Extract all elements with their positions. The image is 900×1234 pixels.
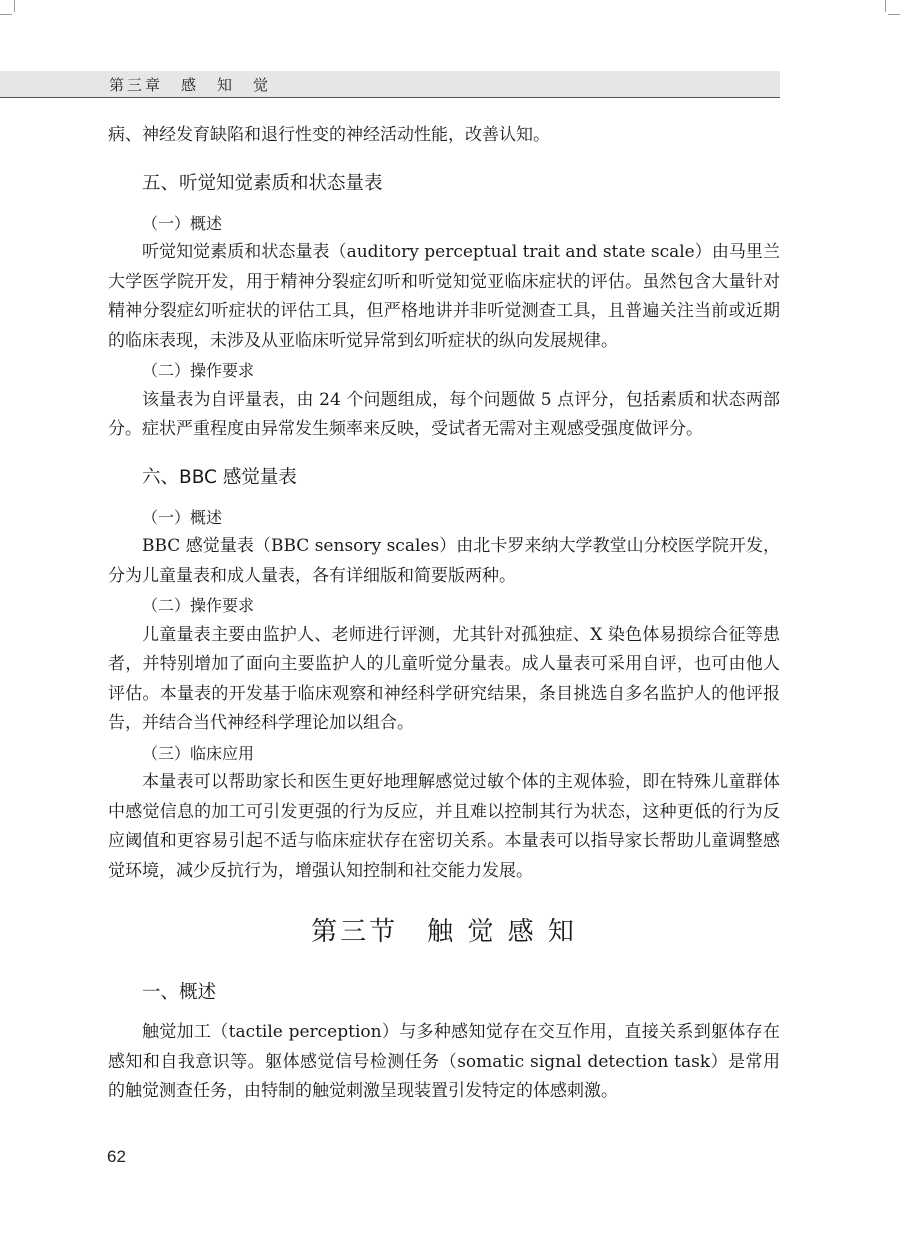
- heading-section-6: 六、BBC 感觉量表: [142, 466, 297, 488]
- subheading-5-2: （二）操作要求: [142, 361, 255, 380]
- continuation-paragraph: 病、神经发育缺陷和退行性变的神经活动性能，改善认知。: [108, 125, 550, 145]
- paragraph-6-2: 儿童量表主要由监护人、老师进行评测，尤其针对孤独症、X 染色体易损综合征等患者，并特别增加了面向主要监护人的儿童听觉分量表。成人量表可采用自评，也可由他人评估。本量表的开发基于临床观察和神经科学研究结果，条目挑选自多名监护人的他评报告，并结合当代神经科学理论加以组合。: [108, 624, 780, 733]
- crop-mark-top-left: [14, 0, 15, 12]
- paragraph-6-3: 本量表可以帮助家长和医生更好地理解感觉过敏个体的主观体验，即在特殊儿童群体中感觉信息的加工可引发更强的行为反应，并且难以控制其行为状态，这种更低的行为反应阈值和更容易引起不适与临床症状存在密切关系。本量表可以指导家长帮助儿童调整感觉环境，减少反抗行为，增强认知控制和社交能力发展。: [108, 772, 780, 881]
- subheading-5-1: （一）概述: [142, 213, 223, 233]
- paragraph-6-1: BBC 感觉量表（BBC sensory scales）由北卡罗来纳大学教堂山分校医学院开发，分为儿童量表和成人量表，各有详细版和简要版两种。: [108, 536, 780, 586]
- page-number: 62: [107, 1147, 126, 1166]
- subheading-6-2: （二）操作要求: [142, 596, 255, 615]
- section-title: 第三节 触 觉 感 知: [311, 917, 577, 947]
- crop-mark-top-left-h: [0, 14, 12, 15]
- heading-section-1: 一、概述: [142, 982, 217, 1003]
- paragraph-5-1: 听觉知觉素质和状态量表（auditory perceptual trait and state scale）由马里兰大学医学院开发，用于精神分裂症幻听和听觉知觉亚临床症状的评估。虽然包含大量针对精神分裂症幻听症状的评估工具，但严格地讲并非听觉测查工具，且普遍关注当前或近期的临床表现，未涉及从亚临床听觉异常到幻听症状的纵向发展规律。: [108, 242, 780, 351]
- heading-section-5: 五、听觉知觉素质和状态量表: [142, 172, 383, 194]
- subheading-6-3: （三）临床应用: [142, 743, 255, 763]
- running-header-chapter: 第三章 感 知 觉: [109, 76, 272, 94]
- paragraph-5-2: 该量表为自评量表，由 24 个问题组成，每个问题做 5 点评分，包括素质和状态两部分。症状严重程度由异常发生频率来反映，受试者无需对主观感受强度做评分。: [108, 389, 780, 439]
- paragraph-1: 触觉加工（tactile perception）与多种感知觉存在交互作用，直接关系到躯体存在感知和自我意识等。躯体感觉信号检测任务（somatic signal detection task）是常用的触觉测查任务，由特制的触觉刺激呈现装置引发特定的体感刺激。: [108, 1022, 780, 1101]
- page-body: [108, 121, 780, 1107]
- crop-mark-top-right-h: [888, 14, 900, 15]
- subheading-6-1: （一）概述: [142, 507, 223, 527]
- crop-mark-top-right: [885, 0, 886, 12]
